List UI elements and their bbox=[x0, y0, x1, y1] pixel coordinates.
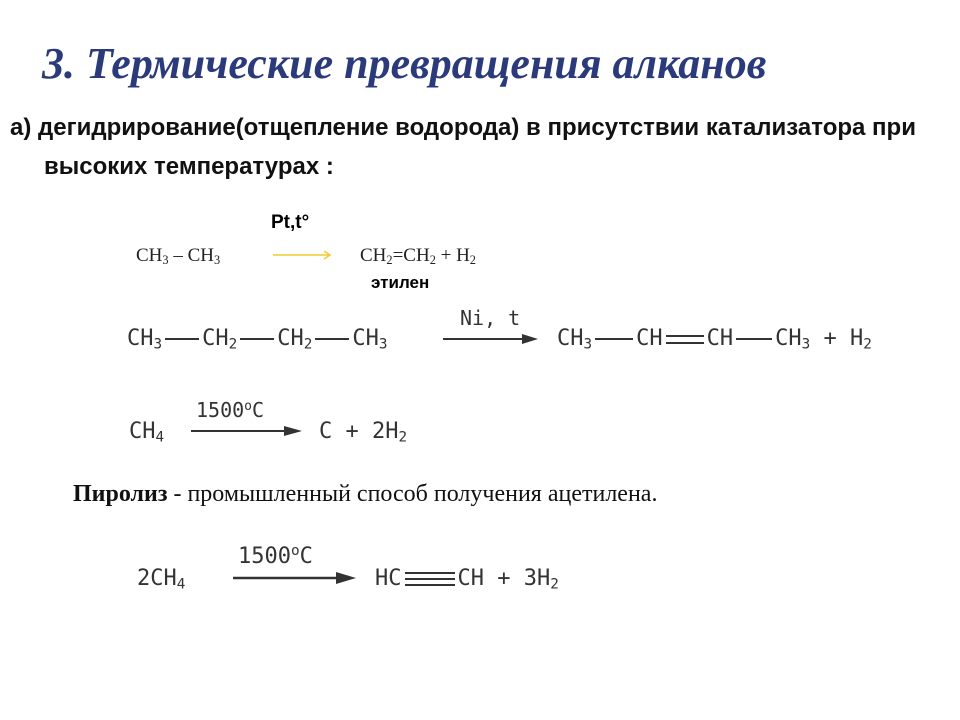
reaction4-reactant: $2CH_4$ bbox=[137, 566, 186, 593]
reaction2-arrow bbox=[442, 332, 540, 346]
item-a-dehydrogenation: а) дегидрирование(отщепление водорода) в присутствии катализатора при высоких температурах : bbox=[10, 114, 916, 180]
reaction1-product-name: этилен bbox=[371, 273, 430, 292]
pyrolysis-text: - промышленный способ получения ацетилена. bbox=[167, 481, 658, 507]
reaction4-condition: 1500$^o$C bbox=[238, 543, 313, 569]
reaction3-products: $C + 2H_2$ bbox=[319, 419, 408, 446]
reaction3-condition: 1500$^o$C bbox=[196, 398, 265, 422]
slide-title: 3. Термические превращения алканов bbox=[42, 39, 767, 88]
reaction3-reactant: $CH_4$ bbox=[129, 419, 165, 446]
pyrolysis-definition bbox=[73, 481, 657, 508]
reaction3-arrow bbox=[190, 424, 306, 438]
reaction2-product: $CH_3$ CH CH $CH_3 + H_2$ bbox=[557, 326, 872, 353]
reaction2-catalyst: Ni, t bbox=[460, 306, 521, 330]
reaction1-arrow bbox=[272, 249, 336, 261]
reaction4-arrow bbox=[232, 570, 360, 586]
reaction1-reactant: $CH_3 - CH_3$ bbox=[136, 245, 221, 268]
reaction1-catalyst: Pt,t° bbox=[271, 212, 310, 233]
pyrolysis-term: Пиролиз bbox=[73, 481, 168, 507]
reaction2-reactant: $CH_3$ $CH_2$ $CH_2$ $CH_3$ bbox=[127, 326, 388, 353]
reaction4-product: HC CH + $3H_2$ bbox=[375, 566, 559, 593]
reaction1-product: $CH_2=CH_2 + H_2$ bbox=[360, 245, 476, 268]
